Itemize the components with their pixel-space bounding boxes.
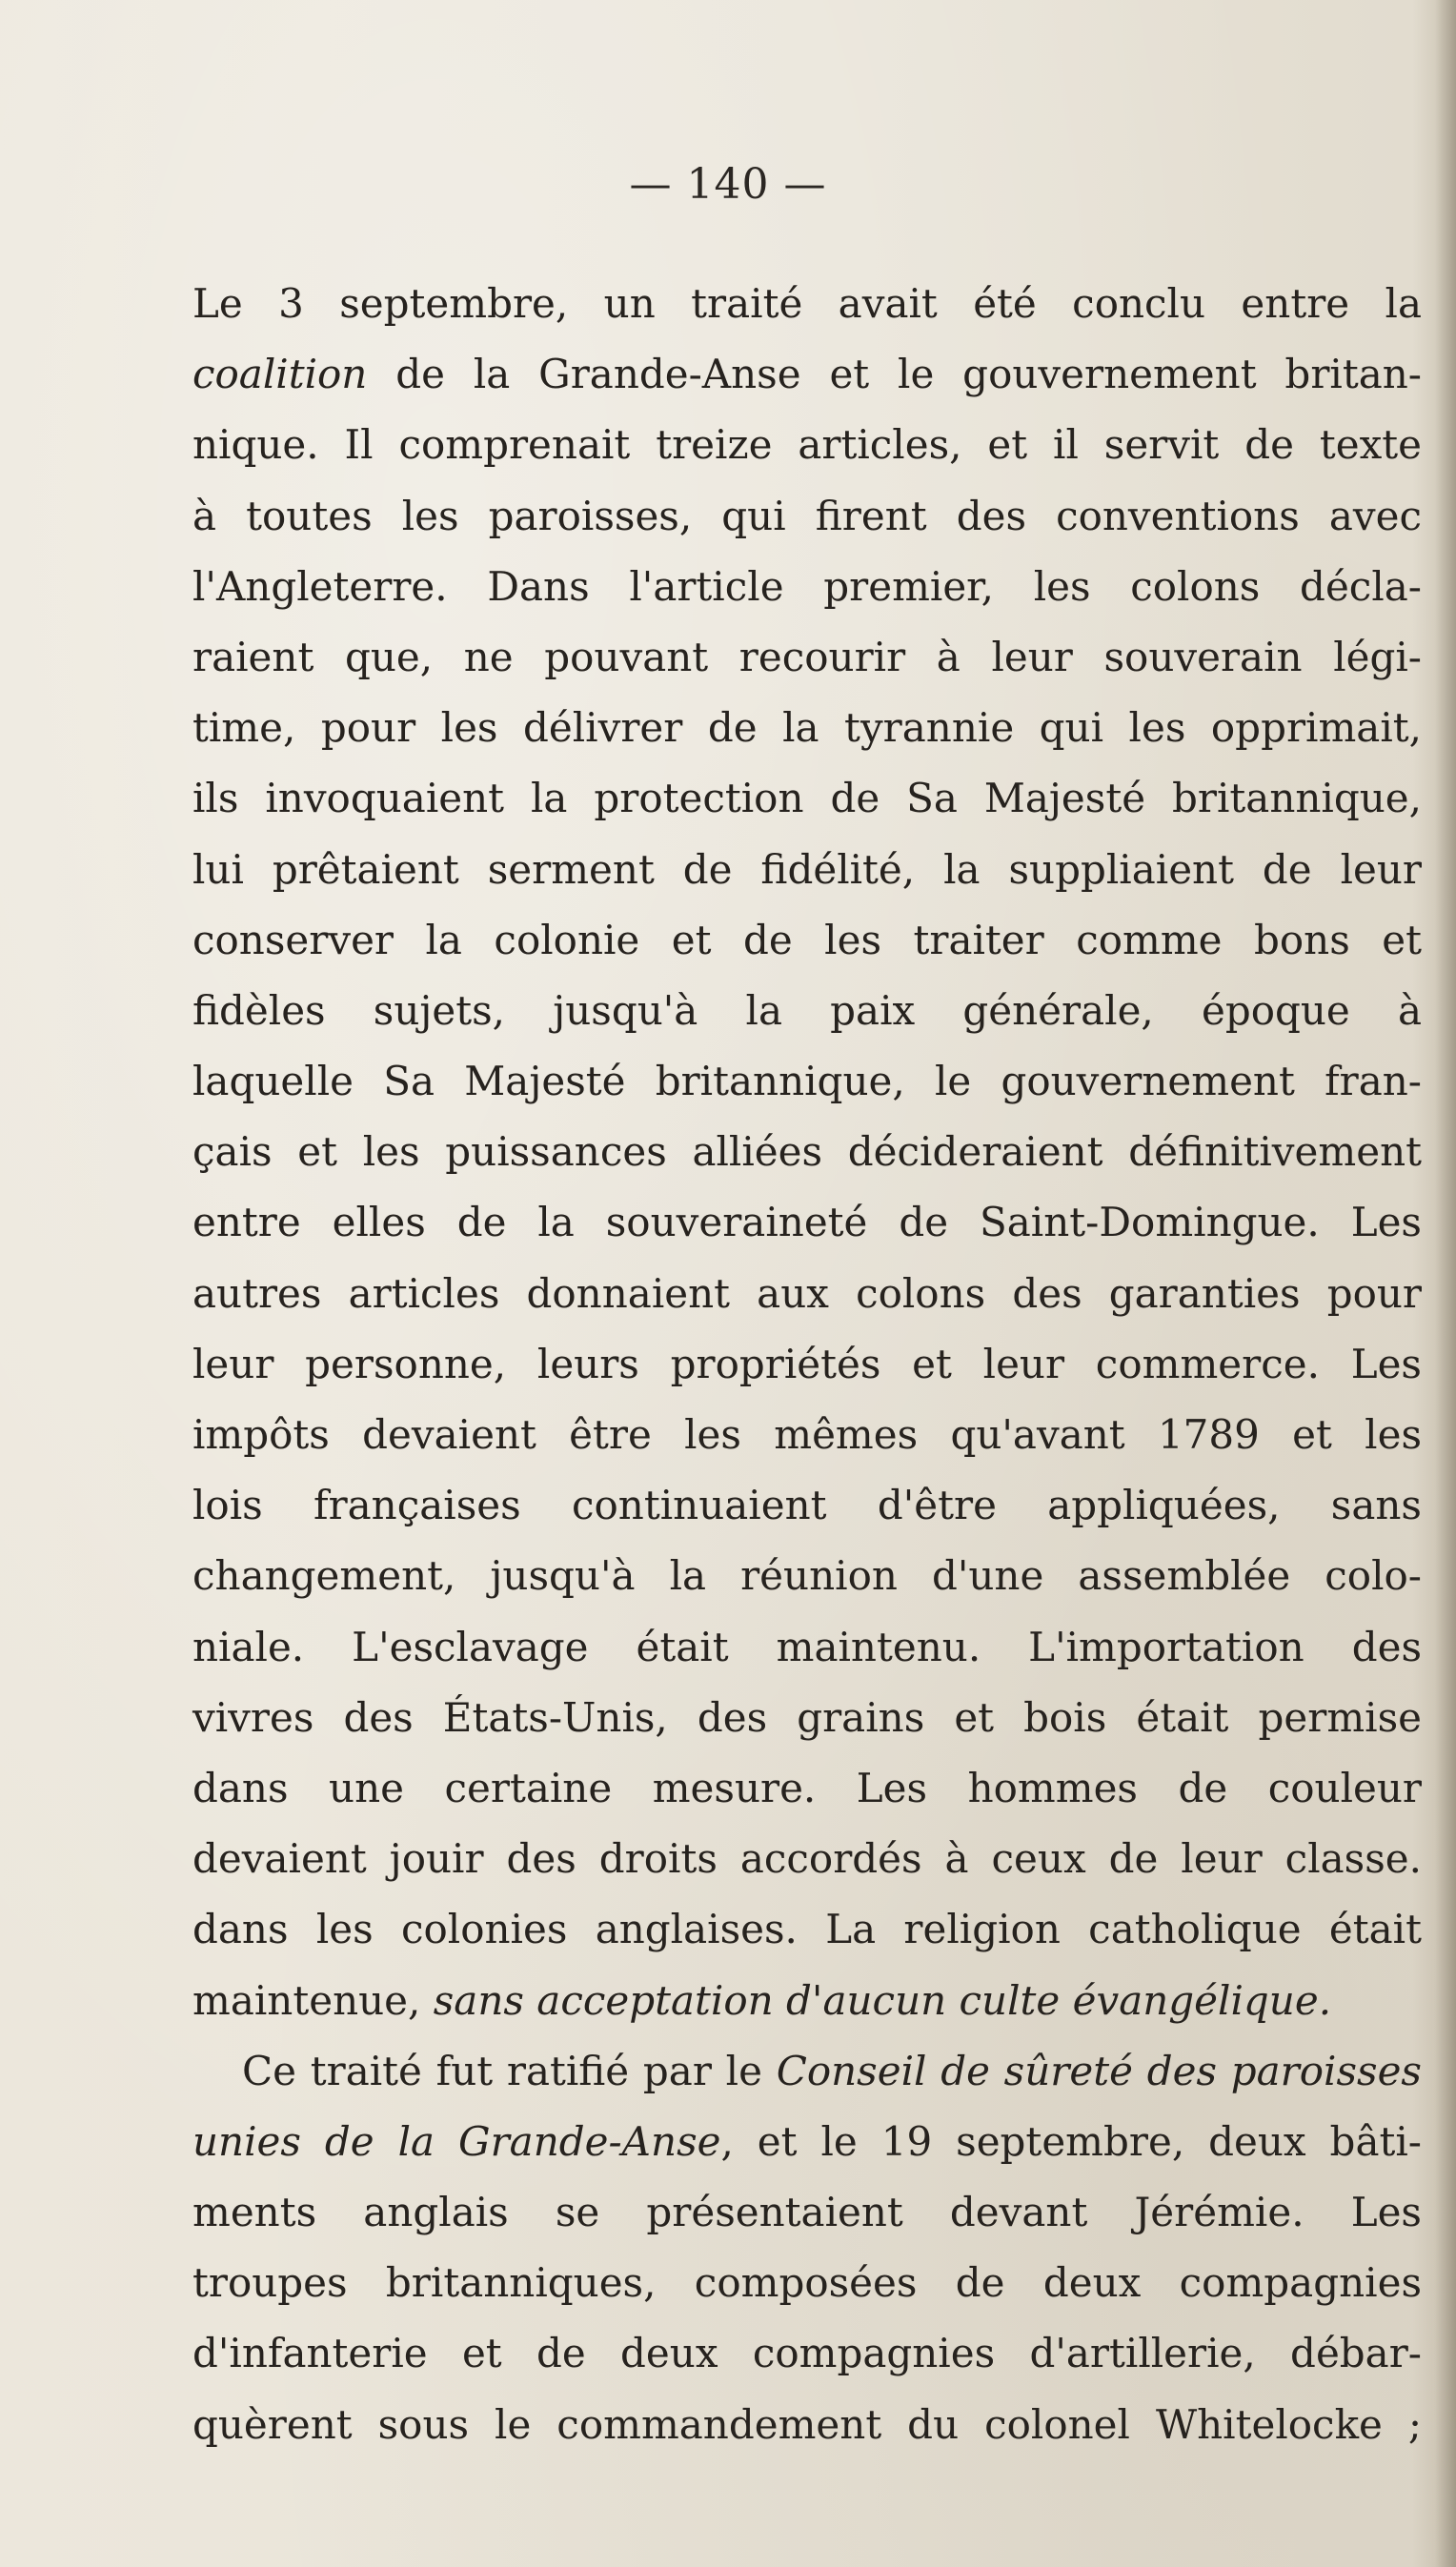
page-number: — 140 — xyxy=(629,160,827,209)
text-line xyxy=(192,552,1422,622)
text-line xyxy=(192,763,1422,834)
text-line xyxy=(192,1117,1422,1187)
text-segment: nique. Il comprenait treize articles, et il servit de texte xyxy=(192,421,1422,469)
text-segment: dans une certaine mesure. Les hommes de couleur xyxy=(192,1764,1422,1811)
text-segment: quèrent sous le commandement du colonel Whitelocke ; xyxy=(192,2400,1422,2448)
text-segment: à toutes les paroisses, qui firent des conventions avec xyxy=(192,492,1422,539)
text-segment: d'infanterie et de deux compagnies d'artillerie, débar- xyxy=(192,2330,1422,2377)
text-segment: çais et les puissances alliées décideraient définitivement xyxy=(192,1128,1422,1176)
text-line xyxy=(192,481,1422,552)
text-segment: niale. L'esclavage était maintenu. L'importation des xyxy=(192,1623,1422,1670)
text-line xyxy=(192,622,1422,693)
text-segment: de la Grande-Anse et le gouvernement britan- xyxy=(367,351,1422,398)
text-line xyxy=(192,2248,1422,2318)
text-line xyxy=(192,269,1422,339)
text-line xyxy=(192,1329,1422,1400)
page-edge-shadow xyxy=(1435,0,1456,2567)
italic-text: unies de la Grande-Anse xyxy=(192,2117,721,2165)
text-line xyxy=(192,2390,1422,2460)
text-segment: leur personne, leurs propriétés et leur commerce. Les xyxy=(192,1340,1422,1387)
text-segment: lois françaises continuaient d'être appliquées, sans xyxy=(192,1482,1422,1529)
text-segment: autres articles donnaient aux colons des garanties pour xyxy=(192,1269,1422,1317)
text-line xyxy=(192,1400,1422,1470)
text-line xyxy=(192,410,1422,480)
text-segment: ils invoquaient la protection de Sa Majesté britannique, xyxy=(192,775,1422,822)
text-line xyxy=(192,1894,1422,1965)
text-segment: dans les colonies anglaises. La religion catholique était xyxy=(192,1906,1422,1953)
text-segment: conserver la colonie et de les traiter comme bons et xyxy=(192,916,1422,963)
italic-text: sans acceptation d'aucun culte évangélique. xyxy=(433,1976,1332,2024)
text-line xyxy=(192,835,1422,905)
text-segment: vivres des États-Unis, des grains et bois était permise xyxy=(192,1693,1422,1741)
text-line xyxy=(192,339,1422,410)
text-line xyxy=(192,1187,1422,1258)
text-segment: devaient jouir des droits accordés à ceux de leur classe. xyxy=(192,1835,1422,1883)
body-text xyxy=(192,269,1422,2460)
text-line xyxy=(192,1470,1422,1541)
text-segment: , et le 19 septembre, deux bâti- xyxy=(720,2117,1422,2165)
text-line xyxy=(192,905,1422,976)
text-line xyxy=(192,1824,1422,1894)
text-line xyxy=(192,2318,1422,2389)
text-segment: lui prêtaient serment de fidélité, la suppliaient de leur xyxy=(192,845,1422,893)
text-line xyxy=(192,1541,1422,1611)
text-line xyxy=(192,976,1422,1046)
text-segment: troupes britanniques, composées de deux compagnies xyxy=(192,2259,1422,2307)
text-line xyxy=(192,1612,1422,1683)
text-segment: time, pour les délivrer de la tyrannie qui les opprimait, xyxy=(192,704,1422,752)
text-line xyxy=(192,2107,1422,2177)
text-line xyxy=(192,1683,1422,1753)
text-line xyxy=(192,1259,1422,1329)
text-segment: Le 3 septembre, un traité avait été conclu entre la xyxy=(192,280,1422,327)
text-segment: entre elles de la souveraineté de Saint-Domingue. Les xyxy=(192,1199,1422,1246)
text-line xyxy=(192,1753,1422,1824)
text-line xyxy=(192,693,1422,763)
text-line xyxy=(192,1046,1422,1117)
text-segment: l'Angleterre. Dans l'article premier, les colons décla- xyxy=(192,562,1422,610)
text-segment: fidèles sujets, jusqu'à la paix générale, époque à xyxy=(192,986,1422,1034)
text-segment: ments anglais se présentaient devant Jérémie. Les xyxy=(192,2189,1422,2236)
text-segment: changement, jusqu'à la réunion d'une assemblée colo- xyxy=(192,1552,1422,1600)
italic-text: Conseil de sûreté des paroisses xyxy=(776,2047,1422,2094)
italic-text: coalition xyxy=(192,351,368,398)
text-segment: impôts devaient être les mêmes qu'avant 1789 et les xyxy=(192,1411,1422,1458)
text-line xyxy=(192,1966,1422,2036)
text-segment: maintenue, xyxy=(192,1976,434,2024)
text-line xyxy=(192,2036,1422,2107)
text-segment: raient que, ne pouvant recourir à leur souverain légi- xyxy=(192,633,1422,680)
text-line xyxy=(192,2177,1422,2248)
text-segment: laquelle Sa Majesté britannique, le gouvernement fran- xyxy=(192,1058,1422,1105)
text-segment: Ce traité fut ratifié par le xyxy=(242,2047,777,2094)
